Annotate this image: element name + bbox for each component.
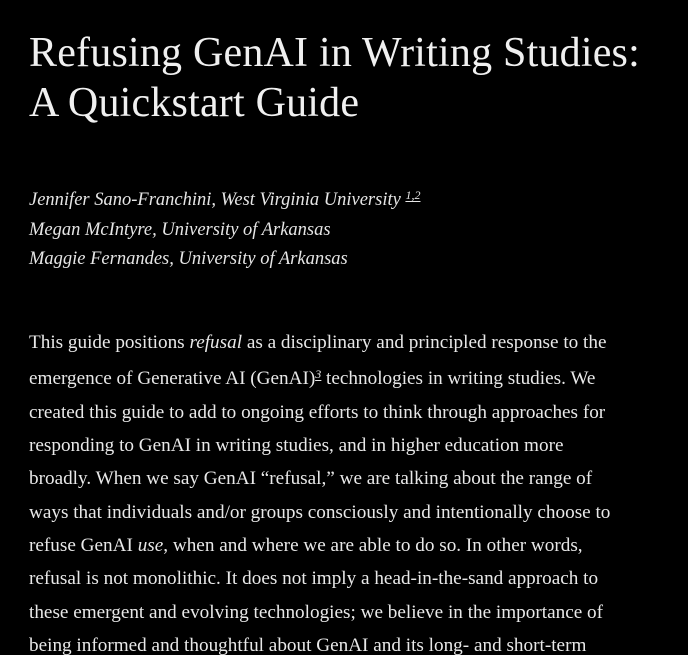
text-line: created this guide to add to ongoing efforts to think through approaches for bbox=[29, 401, 606, 423]
text-line bbox=[29, 326, 677, 359]
text-run: emergence of Generative AI (GenAI) bbox=[29, 368, 316, 390]
text-line: being informed and thoughtful about GenAI and its long- and short-term bbox=[29, 634, 587, 655]
text-line: these emergent and evolving technologies; we believe in the importance of bbox=[29, 601, 604, 623]
author-name-affiliation: Jennifer Sano-Franchini, West Virginia University bbox=[29, 190, 401, 210]
body-paragraph bbox=[29, 326, 677, 655]
author-entry: Megan McIntyre, University of Arkansas bbox=[29, 219, 331, 240]
text-run: This guide positions bbox=[29, 332, 190, 353]
text-run: technologies in writing studies. We bbox=[321, 368, 596, 390]
footnote-ref[interactable]: 3 bbox=[315, 367, 322, 382]
text-run: as a disciplinary and principled response to the bbox=[242, 332, 607, 353]
text-line: broadly. When we say GenAI “refusal,” we are talking about the range of bbox=[29, 468, 593, 490]
text-line bbox=[29, 359, 677, 396]
page-title bbox=[29, 28, 679, 128]
author-list bbox=[29, 186, 420, 275]
text-line bbox=[29, 529, 677, 562]
text-run: refuse GenAI bbox=[29, 534, 138, 556]
title-line-2: A Quickstart Guide bbox=[29, 80, 360, 126]
emphasis-text: use bbox=[137, 534, 164, 556]
text-line: refusal is not monolithic. It does not imply a head-in-the-sand approach to bbox=[29, 568, 599, 590]
text-run: , when and where we are able to do so. In other words, bbox=[163, 534, 583, 556]
footnote-link[interactable] bbox=[405, 188, 420, 202]
text-line: ways that individuals and/or groups consciously and intentionally choose to bbox=[29, 501, 611, 523]
title-line-1: Refusing GenAI in Writing Studies: bbox=[29, 30, 640, 76]
text-line: responding to GenAI in writing studies, and in higher education more bbox=[29, 435, 564, 457]
author-entry bbox=[29, 186, 420, 216]
author-entry: Maggie Fernandes, University of Arkansas bbox=[29, 249, 348, 269]
footnote-ref[interactable]: 1,2 bbox=[405, 188, 421, 202]
emphasis-text: refusal bbox=[189, 332, 243, 353]
